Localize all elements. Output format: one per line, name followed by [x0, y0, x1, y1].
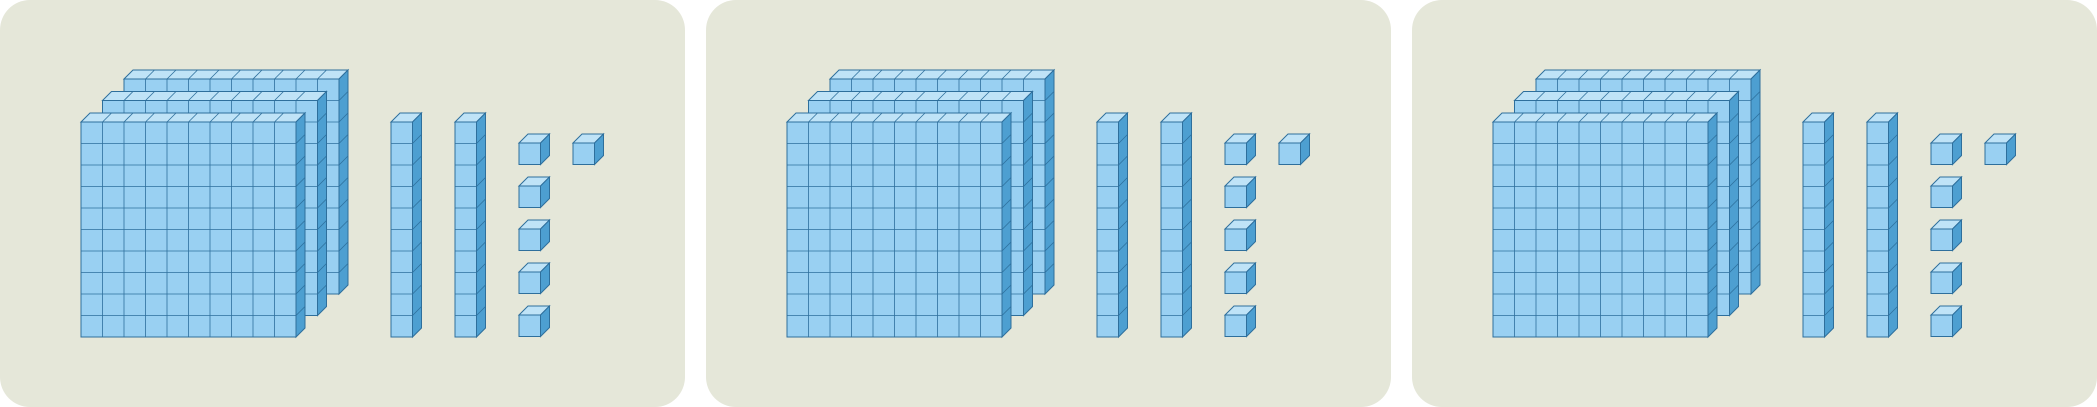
panel-3 — [1412, 0, 2097, 407]
panel-2 — [706, 0, 1391, 407]
one-cube — [1931, 263, 1962, 294]
one-cube — [519, 263, 550, 294]
ten-rod — [1803, 113, 1834, 337]
hundred-flat — [81, 113, 305, 337]
one-cube — [1225, 134, 1256, 165]
one-cube — [1225, 220, 1256, 251]
one-cube — [1225, 177, 1256, 208]
one-cube — [1225, 263, 1256, 294]
ten-rod — [391, 113, 422, 337]
panel-1 — [0, 0, 685, 407]
one-cube — [1931, 306, 1962, 337]
ten-rod — [1867, 113, 1898, 337]
one-cube — [1225, 306, 1256, 337]
hundred-flat — [787, 113, 1011, 337]
one-cube — [519, 220, 550, 251]
hundred-flat — [1493, 113, 1717, 337]
ten-rod — [455, 113, 486, 337]
one-cube — [1279, 134, 1310, 165]
one-cube — [1985, 134, 2016, 165]
one-cube — [573, 134, 604, 165]
ten-rod — [1161, 113, 1192, 337]
one-cube — [1931, 177, 1962, 208]
one-cube — [1931, 220, 1962, 251]
one-cube — [519, 177, 550, 208]
one-cube — [519, 306, 550, 337]
ten-rod — [1097, 113, 1128, 337]
one-cube — [519, 134, 550, 165]
one-cube — [1931, 134, 1962, 165]
